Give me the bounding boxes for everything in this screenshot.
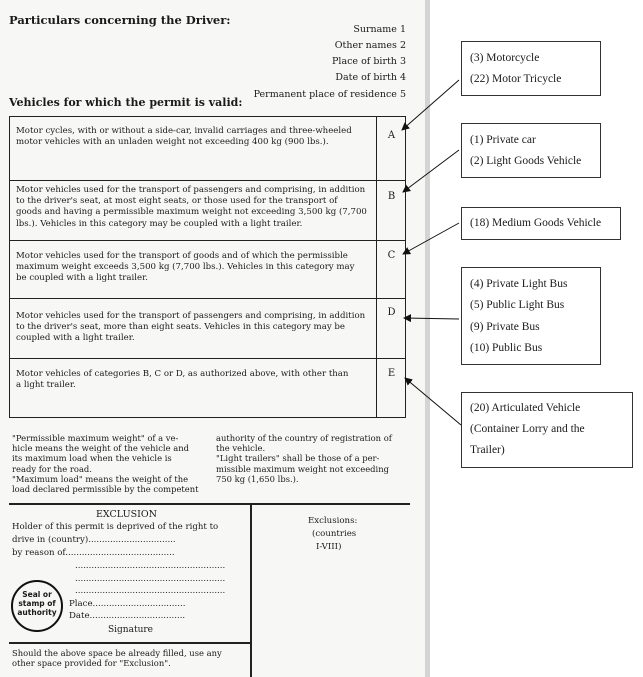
annotation-e-line-1: (20) Articulated Vehicle bbox=[470, 402, 581, 414]
annotation-d-line-1: (4) Private Light Bus bbox=[470, 278, 568, 290]
category-e-description: Motor vehicles of categories B, C or D, as authorized above, with other than a light trailer. bbox=[16, 369, 349, 391]
field-date-of-birth: Date of birth 4 bbox=[335, 72, 406, 83]
category-d-description: Motor vehicles used for the transport of passengers and comprising, in addition to the driver's seat, more than eight seats. Vehicles in this category may be coupled with a light trailer. bbox=[16, 311, 366, 344]
exclusion-line-5: ....................................................... bbox=[75, 574, 226, 584]
annotation-b-line-2: (2) Light Goods Vehicle bbox=[470, 155, 582, 167]
annotation-d-line-2: (5) Public Light Bus bbox=[470, 299, 565, 311]
annotation-a-line-2: (22) Motor Tricycle bbox=[470, 73, 562, 85]
exclusion-title: EXCLUSION bbox=[96, 509, 157, 520]
exclusions-countries-numerals: I-VIII) bbox=[316, 542, 342, 552]
exclusion-date: Date................................... bbox=[69, 611, 186, 621]
exclusion-line-4: ....................................................... bbox=[75, 561, 226, 571]
weight-definitions: "Permissible maximum weight" of a ve- hicle means the weight of the vehicle and its maximum load when the vehicle is ready for the road. "Maximum load" means the weight of the load declared permissible by the competent bbox=[12, 433, 199, 495]
trailer-definitions: authority of the country of registration of the vehicle. "Light trailers" shall be those of a per- missible maximum weight not exceeding 750 kg (1,650 lbs.). bbox=[216, 433, 392, 484]
annotation-e-line-3: Trailer) bbox=[470, 444, 505, 456]
category-a-letter: A bbox=[376, 117, 406, 180]
category-d-letter: D bbox=[376, 299, 406, 358]
field-residence: Permanent place of residence 5 bbox=[253, 89, 406, 100]
exclusion-line-6: ....................................................... bbox=[75, 586, 226, 596]
category-a-description: Motor cycles, with or without a side-car, invalid carriages and three-wheeled motor vehicles with an unladen weight not exceeding 400 kg (900 lbs.). bbox=[16, 126, 352, 148]
category-c-description: Motor vehicles used for the transport of goods and of which the permissible maximum weight exceeds 3,500 kg (7,700 lbs.). Vehicles in this category may be coupled with a light trailer. bbox=[16, 251, 355, 284]
field-surname: Surname 1 bbox=[353, 24, 406, 35]
seal-stamp-icon: Seal or stamp of authority bbox=[11, 580, 63, 632]
annotation-a-line-1: (3) Motorcycle bbox=[470, 52, 540, 64]
field-other-names: Other names 2 bbox=[334, 40, 406, 51]
annotation-d-line-4: (10) Public Bus bbox=[470, 342, 543, 354]
arrow-to-category-a bbox=[402, 80, 459, 130]
annotation-b-line-1: (1) Private car bbox=[470, 134, 536, 146]
driver-heading: Particulars concerning the Driver: bbox=[9, 13, 231, 27]
arrow-to-category-c bbox=[403, 223, 459, 254]
exclusion-line-1: Holder of this permit is deprived of the right to bbox=[12, 522, 219, 532]
exclusion-line-3: by reason of........................................ bbox=[12, 548, 175, 558]
exclusion-signature-label: Signature bbox=[108, 625, 154, 635]
arrow-to-category-b bbox=[403, 150, 459, 192]
exclusion-footer-note: Should the above space be already filled, use any other space provided for "Exclusion". bbox=[12, 648, 222, 669]
vehicles-heading: Vehicles for which the permit is valid: bbox=[9, 96, 243, 109]
exclusion-line-2: drive in (country)................................ bbox=[12, 535, 176, 545]
exclusion-place: Place.................................. bbox=[69, 599, 186, 609]
annotation-d-line-3: (9) Private Bus bbox=[470, 321, 540, 333]
category-b-letter: B bbox=[376, 181, 406, 240]
category-e-letter: E bbox=[376, 359, 406, 417]
category-b-description: Motor vehicles used for the transport of passengers and comprising, in addition to the driver's seat, at most eight seats, or those used for the transport of goods and having a permissible maximum weight not exceeding 3,500 kg (7,700 lbs.). Vehicles in this category may be coupled with a light trailer. bbox=[16, 185, 367, 229]
arrow-to-category-d bbox=[404, 318, 459, 319]
annotation-c-line-1: (18) Medium Goods Vehicle bbox=[470, 217, 602, 229]
field-place-of-birth: Place of birth 3 bbox=[332, 56, 406, 67]
category-c-letter: C bbox=[376, 241, 406, 298]
exclusions-countries-title: Exclusions: bbox=[308, 516, 358, 526]
exclusions-countries-range: (countries bbox=[312, 529, 357, 539]
arrow-to-category-e bbox=[405, 378, 461, 425]
annotation-e-line-2: (Container Lorry and the bbox=[470, 423, 585, 435]
